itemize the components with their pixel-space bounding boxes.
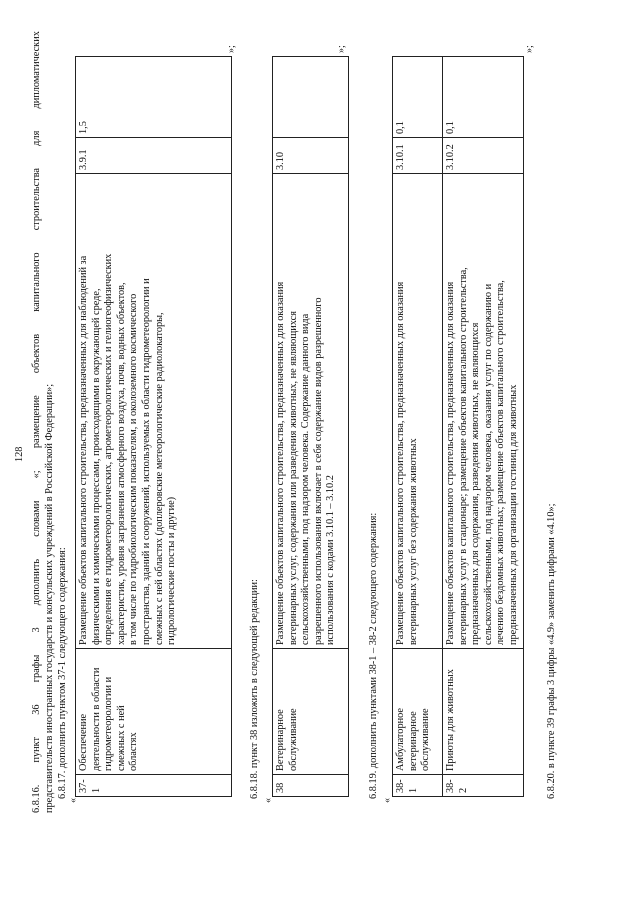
description-line: предназначенных для организации гостиниц для животных [507,384,519,645]
para-6-8-16-line1 [31,31,44,813]
name-line: обслуживание [287,708,299,771]
description-line: использования с кодами 3.10.1 – 3.10.2 [325,475,337,645]
para-6-8-16-word: графы [31,654,42,683]
row-code: 3.10 [273,138,349,174]
description-line: Размещение объектов капитального строительства, предназначенных для оказания [395,281,406,645]
para-6-8-16-word: строительства [31,168,42,231]
name-line: областях [128,732,140,771]
para-6-8-16-word: для [31,130,42,146]
description-line: Размещение объектов капитального строительства, предназначенных для наблюдений за [78,255,89,645]
description-line: предназначенных для содержания, разведения животных, не являющихся [470,322,482,645]
row-name [393,649,443,775]
name-line: обслуживание [420,708,432,771]
para-6-8-16-word: «; [31,470,42,479]
description-line: характеристик, уровня загрязнения атмосферного воздуха, почв, водных объектов, [115,282,127,645]
name-line: ветеринарное [407,711,419,771]
para-6-8-16-word: дипломатических [31,31,42,109]
para-6-8-16-word: капитального [31,252,42,312]
row-number: 38-2 [443,775,524,797]
description-line: определения ее гидрометеорологических, агрометеорологических и гелиогеофизических [103,253,115,645]
para-6-8-16-word: 6.8.16. [31,784,42,813]
quote-close-1: »; [226,45,237,53]
para-6-8-16-word: 3 [31,627,42,633]
name-line: Приюты для животных [445,669,456,771]
para-6-8-19: 6.8.19. дополнить пунктами 38-1 – 38-2 следующего содержания: [368,512,379,799]
para-6-8-16-word: 36 [31,704,42,715]
description-line: смежных с ней областях (доплеровские метеорологические радиолокаторы, [153,312,165,645]
description-line: гидрологические посты и другие) [166,496,178,645]
quote-open-2: « [263,798,274,803]
para-6-8-16-word: пункт [31,736,42,763]
name-line: Ветеринарное [275,709,286,771]
row-description [273,174,349,649]
row-number: 38 [273,775,349,797]
page-number: 128 [14,446,25,462]
name-line: Обеспечение [78,713,89,771]
row-description [393,174,443,649]
description-line: сельскохозяйственными, под надзором человека. Содержание данного вида [300,313,312,645]
row-description [443,174,524,649]
row-name [76,649,232,775]
quote-close-2: »; [336,45,347,53]
description-line: в том числе по гидробиологическим показателям, и околоземного космического [128,293,140,645]
name-line: Амбулаторное [395,708,406,771]
row-name [443,649,524,775]
description-line: ветеринарных услуг без содержания животных [407,438,419,645]
row-value: 0,1 [443,57,524,138]
para-6-8-16-word: словами [31,500,42,537]
row-description [76,174,232,649]
table-row-37-1 [75,56,232,797]
table-rows-38-1-38-2 [392,56,524,797]
description-line: ветеринарных услуг, содержания или разведения животных, не являющихся [287,311,299,645]
quote-open-1: « [68,798,79,803]
quote-open-3: « [382,798,393,803]
name-line: смежных с ней [115,705,127,771]
description-line: сельскохозяйственными, под надзором человека, оказания услуг по содержанию и [482,283,494,645]
row-value: 1,5 [76,57,232,138]
name-line: деятельности в области [90,667,102,771]
description-line: разрешенного использования включает в себя содержание видов разрешенного [312,297,324,645]
row-code: 3.10.1 [393,138,443,174]
description-line: пространства, зданий и сооружений, используемых в области гидрометеорологии и [140,278,152,645]
para-6-8-20: 6.8.20. в пункте 39 графы 3 цифры «4.9» заменить цифрами «4.10»; [546,503,557,799]
row-number: 37-1 [76,775,232,797]
row-number: 38-1 [393,775,443,797]
para-6-8-17: 6.8.17. дополнить пунктом 37-1 следующего содержания: [57,547,68,799]
para-6-8-18: 6.8.18. пункт 38 изложить в следующей редакции: [249,579,260,799]
para-6-8-16-word: дополнить [31,558,42,606]
row-value: 0,1 [393,57,443,138]
description-line: физическими и химическими процессами, происходящими в окружающей среде, [90,288,102,645]
row-code: 3.9.1 [76,138,232,174]
name-line: гидрометеорологии и [103,676,115,771]
description-line: Размещение объектов капитального строительства, предназначенных для оказания [275,281,286,645]
description-line: лечению бездомных животных; размещение объектов капитального строительства, [495,280,507,645]
row-code: 3.10.2 [443,138,524,174]
quote-close-3: »; [524,45,535,53]
description-line: Размещение объектов капитального строительства, предназначенных для оказания [445,281,456,645]
table-row-38 [272,56,349,797]
row-value [273,57,349,138]
para-6-8-16-word: объектов [31,333,42,374]
row-name [273,649,349,775]
description-line: ветеринарных услуг в стационаре; размещение объектов капитального строительства, [457,267,469,645]
para-6-8-16-word: размещение [31,395,42,449]
para-6-8-16-line2: представительств иностранных государств и консульских учреждений в Российской Федерации»; [44,383,55,813]
